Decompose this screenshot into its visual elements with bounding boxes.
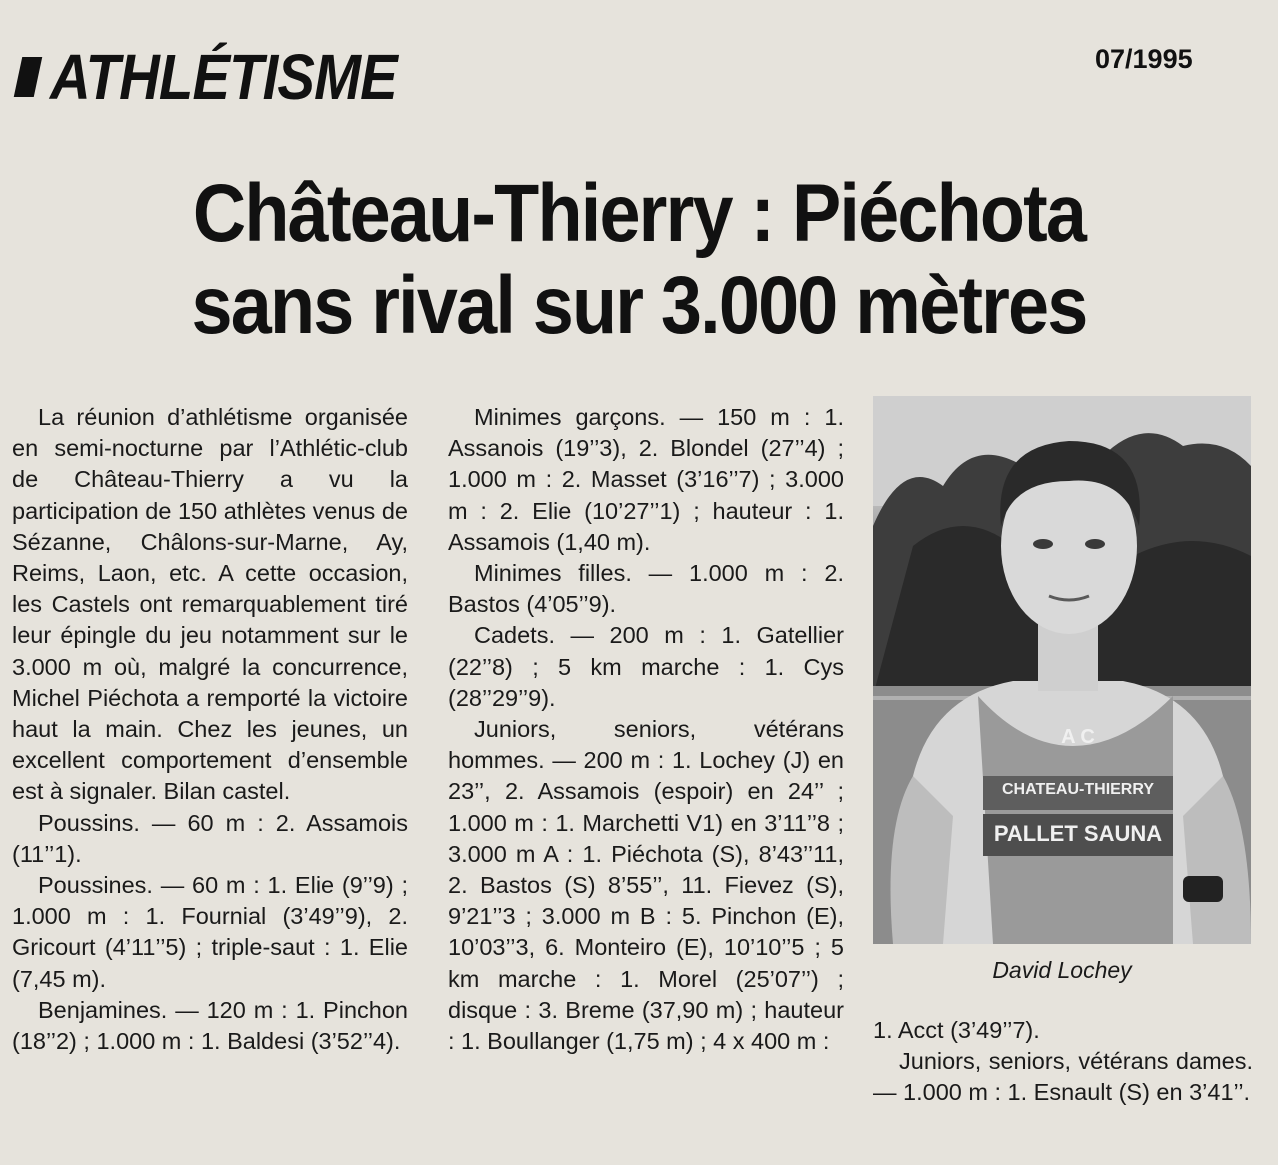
article-headline — [0, 168, 1278, 352]
headline-line-2: sans rival sur 3.000 mètres — [191, 260, 1087, 351]
athlete-photo-drawing — [873, 396, 1251, 944]
jersey-text-1: A C — [1061, 726, 1095, 748]
section-bullet-icon — [14, 57, 43, 97]
athlete-photo — [873, 396, 1251, 944]
article-column-3 — [873, 1015, 1253, 1109]
clipping-date: 07/1995 — [1095, 44, 1193, 74]
intro-paragraph: La réunion d’athlétisme organisée en semi-nocturne par l’Athlétic-club de Château-Thierry a vu la participation de 150 athlètes venus de Sézanne, Châlons-sur-Marne, Ay, Reims, Laon, etc. A cette occasion, les Castels ont remarquablement tiré leur épingle du jeu notamment sur le 3.000 m où, malgré la concurrence, Michel Piéchota a remporté la victoire haut la main. Chez les jeunes, un excellent comportement d’ensemble est à signaler. Bilan castel. — [12, 404, 408, 805]
article-column-1 — [12, 402, 408, 1057]
photo-caption: David Lochey — [992, 957, 1132, 983]
result-paragraph: Minimes garçons. — 150 m : 1. Assanois (19’’3), 2. Blondel (27’’4) ; 1.000 m : 2. Masset (3’16’’7) ; 3.000 m : 2. Elie (10’27’’1) ; hauteur : 1. Assamois (1,40 m). — [448, 404, 844, 555]
headline-line-1: Château-Thierry : Piéchota — [192, 168, 1086, 259]
result-paragraph: Poussins. — 60 m : 2. Assamois (11’’1). — [12, 809, 408, 867]
result-paragraph: Juniors, seniors, vétérans hommes. — 200 m : 1. Lochey (J) en 23’’, 2. Assamois (espoir) en 24’’ ; 1.000 m : 1. Marchetti V1) en 3’11’’8 ; 3.000 m A : 1. Piéchota (S), 8’43’’11, 2. Bastos (S) 8’55’’, 11. Fievez (S), 9’21’’3 ; 3.000 m B : 5. Pinchon (E), 10’03’’3, 6. Monteiro (E), 10’10’’5 ; 5 km marche : 1. Morel (25’07’’) ; disque : 3. Breme (37,90 m) ; hauteur : 1. Boullanger (1,75 m) ; 4 x 400 m : — [448, 716, 844, 1055]
result-paragraph: Poussines. — 60 m : 1. Elie (9’’9) ; 1.000 m : 1. Fournial (3’49’’9), 2. Gricourt (4’11’’5) ; triple-saut : 1. Elie (7,45 m). — [12, 872, 408, 992]
result-paragraph: Minimes filles. — 1.000 m : 2. Bastos (4’05’’9). — [448, 560, 844, 618]
result-paragraph: Juniors, seniors, vétérans dames. — 1.000 m : 1. Esnault (S) en 3’41’’. — [873, 1048, 1253, 1106]
jersey-text-3: PALLET SAUNA — [993, 821, 1163, 846]
section-title: ATHLÉTISME — [50, 41, 397, 113]
result-paragraph: 1. Acct (3’49’’7). — [873, 1017, 1040, 1043]
section-header — [18, 40, 444, 114]
article-column-2 — [448, 402, 844, 1057]
jersey-text-2: CHATEAU-THIERRY — [1002, 781, 1154, 798]
result-paragraph: Cadets. — 200 m : 1. Gatellier (22’’8) ; 5 km marche : 1. Cys (28’’29’’9). — [448, 622, 844, 711]
result-paragraph: Benjamines. — 120 m : 1. Pinchon (18’’2) ; 1.000 m : 1. Baldesi (3’52’’4). — [12, 996, 408, 1055]
